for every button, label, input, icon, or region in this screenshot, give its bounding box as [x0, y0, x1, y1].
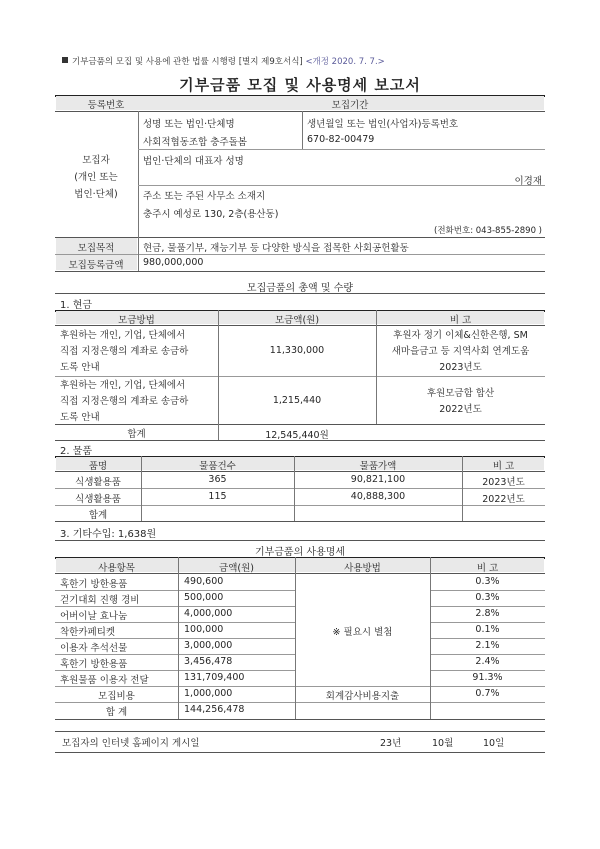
- rule: [430, 590, 545, 591]
- usage-header-note: 비 고: [476, 563, 499, 574]
- rule: [55, 424, 545, 425]
- rule: [55, 540, 545, 541]
- cash-row2-note-1: 후원모금함 합산: [426, 388, 495, 399]
- usage-row3-item: 어버이날 효나눔: [60, 611, 128, 622]
- revision-note: <개정 2020. 7. 7.>: [305, 57, 385, 67]
- rule: [141, 456, 142, 521]
- cash-row1-method-1: 후원하는 개인, 기업, 단체에서: [60, 330, 186, 341]
- usage-row8-method: 회계감사비용지출: [325, 691, 400, 702]
- rule: [295, 557, 296, 719]
- reg-no-label: 등록번호: [87, 100, 125, 111]
- purpose-label: 모집목적: [77, 243, 115, 254]
- purpose-value: 현금, 물품기부, 재능기부 등 다양한 방식을 접목한 사회공헌활동: [143, 243, 409, 254]
- goods-row2-value: 40,888,300: [350, 491, 406, 502]
- usage-row2-note: 0.3%: [475, 592, 500, 603]
- rule: [430, 670, 545, 671]
- rule: [55, 606, 295, 607]
- usage-method-note: ※ 필요시 별첨: [332, 627, 393, 638]
- cash-total-value: 12,545,440원: [265, 430, 329, 441]
- phone-number: (전화번호: 043-855-2890 ): [434, 226, 542, 236]
- goods-row1-count: 365: [208, 474, 227, 485]
- cash-row2-method-1: 후원하는 개인, 기업, 단체에서: [60, 380, 186, 391]
- usage-row6-amount: 3,456,478: [184, 656, 233, 667]
- rule: [302, 111, 303, 149]
- table-row: [60, 328, 188, 376]
- usage-row7-note: 91.3%: [472, 672, 503, 683]
- usage-row5-amount: 3,000,000: [184, 640, 233, 651]
- rule: [55, 471, 545, 472]
- rule: [55, 488, 545, 489]
- table-row: [60, 378, 188, 426]
- usage-row1-item: 혹한기 방한용품: [60, 579, 128, 590]
- rule: [55, 686, 545, 687]
- rule: [55, 573, 545, 574]
- cash-row1-method-3: 도록 안내: [60, 362, 100, 373]
- cash-row2-note: [376, 386, 545, 418]
- posting-date-day: 10일: [483, 738, 505, 749]
- usage-row5-note: 2.1%: [475, 640, 500, 651]
- goods-header-name: 품명: [88, 461, 108, 472]
- goods-header-count: 물품건수: [199, 461, 236, 472]
- goods-row2-note: 2022년도: [482, 494, 525, 505]
- rule: [138, 237, 139, 271]
- posting-date-label: 모집자의 인터넷 홈페이지 게시일: [62, 738, 200, 749]
- address-value: 충주시 예성로 130, 2층(용산동): [143, 209, 279, 220]
- goods-row2-name: 식생활용품: [75, 494, 121, 505]
- rule: [430, 654, 545, 655]
- usage-row8-item: 모집비용: [98, 691, 135, 702]
- cash-header-method: 모금방법: [118, 315, 155, 326]
- usage-row1-amount: 490,600: [184, 576, 224, 587]
- usage-row6-note: 2.4%: [475, 656, 500, 667]
- usage-row3-amount: 4,000,000: [184, 608, 233, 619]
- goods-header-value: 물품가액: [359, 461, 397, 472]
- usage-row2-amount: 500,000: [184, 592, 224, 603]
- cash-row2-amount: 1,215,440: [272, 395, 322, 406]
- cash-total-label: 합계: [127, 429, 146, 440]
- cash-row1-note: [376, 328, 545, 376]
- posting-date-month: 10월: [432, 738, 454, 749]
- rule: [138, 111, 139, 237]
- rule: [55, 638, 295, 639]
- cash-header-note: 비 고: [449, 315, 472, 326]
- usage-row4-item: 착한카페티켓: [60, 627, 116, 638]
- usage-row8-amount: 1,000,000: [184, 688, 233, 699]
- usage-row4-note: 0.1%: [475, 624, 500, 635]
- goods-total-label: 합계: [88, 510, 108, 521]
- goods-row2-count: 115: [208, 491, 227, 502]
- rule: [55, 505, 545, 506]
- period-label: 모집기간: [331, 100, 369, 111]
- usage-header-amount: 금액(원): [219, 563, 254, 574]
- rule: [55, 521, 545, 522]
- usage-row4-amount: 100,000: [184, 624, 224, 635]
- usage-total-label: 합 계: [105, 707, 128, 718]
- rule: [294, 456, 295, 521]
- amount-value: 980,000,000: [143, 257, 204, 268]
- applicant-label-line3: 법인·단체): [74, 189, 118, 200]
- usage-header-item: 사용항목: [98, 563, 135, 574]
- name-label: 성명 또는 법인·단체명: [143, 119, 235, 130]
- rule: [55, 440, 545, 441]
- legal-basis-line: [62, 55, 385, 67]
- rule: [55, 731, 545, 732]
- rule: [218, 310, 219, 440]
- usage-header-method: 사용방법: [344, 563, 381, 574]
- usage-row3-note: 2.8%: [475, 608, 500, 619]
- usage-row1-note: 0.3%: [475, 576, 500, 587]
- goods-section-title: 2. 물품: [60, 446, 93, 457]
- rule: [55, 111, 545, 112]
- rule: [430, 557, 431, 719]
- rule: [55, 702, 545, 703]
- posting-date-year: 23년: [380, 738, 402, 749]
- rule: [430, 638, 545, 639]
- rule: [55, 590, 295, 591]
- page-title: 기부금품 모집 및 사용명세 보고서: [179, 76, 421, 94]
- usage-row5-item: 이용자 추석선물: [60, 643, 128, 654]
- rule: [55, 752, 545, 753]
- cash-row1-note-2: 새마을금고 등 지역사회 연계도움: [391, 346, 530, 357]
- applicant-label-line1: 모집자: [82, 155, 110, 166]
- applicant-label: [55, 152, 137, 203]
- cash-row1-note-3: 2023년도: [439, 362, 482, 373]
- cash-row2-note-2: 2022년도: [439, 404, 482, 415]
- rule: [430, 622, 545, 623]
- cash-section-title: 1. 현금: [60, 300, 93, 311]
- other-income: 3. 기타수입: 1,638원: [60, 529, 157, 540]
- birth-value: 670-82-00479: [307, 134, 375, 145]
- name-value: 사회적협동조합 충주돌봄: [143, 137, 247, 148]
- square-bullet-icon: [62, 57, 68, 63]
- rule: [55, 254, 545, 255]
- rule: [462, 456, 463, 521]
- goods-header-note: 비 고: [492, 461, 515, 472]
- rule: [138, 185, 545, 186]
- usage-row6-item: 혹한기 방한용품: [60, 659, 128, 670]
- rule: [55, 293, 545, 294]
- rule: [55, 325, 545, 326]
- amount-label: 모집등록금액: [68, 260, 124, 271]
- legal-basis: 기부금품의 모집 및 사용에 관한 법률 시행령 [별지 제9호서식]: [72, 57, 303, 67]
- usage-row7-amount: 131,709,400: [184, 672, 245, 683]
- usage-row8-note: 0.7%: [475, 688, 500, 699]
- usage-title: 기부금품의 사용명세: [254, 547, 346, 558]
- rule: [55, 376, 545, 377]
- rule: [430, 606, 545, 607]
- cash-row1-method-2: 직접 지정은행의 계좌로 송금하: [60, 346, 189, 357]
- goods-row1-note: 2023년도: [482, 477, 525, 488]
- rule: [178, 557, 179, 719]
- cash-row2-method-2: 직접 지정은행의 계좌로 송금하: [60, 396, 189, 407]
- rule: [55, 670, 295, 671]
- rule: [55, 622, 295, 623]
- cash-header-amount: 모금액(원): [274, 315, 320, 326]
- goods-row1-value: 90,821,100: [350, 474, 406, 485]
- rule: [376, 310, 377, 424]
- usage-row7-item: 후원물품 이용자 전달: [60, 675, 149, 686]
- totals-title: 모집금품의 총액 및 수량: [246, 283, 354, 294]
- usage-row2-item: 걷기대회 진행 경비: [60, 595, 140, 606]
- rep-value: 이경재: [514, 176, 542, 187]
- rule: [55, 271, 545, 272]
- cash-row1-amount: 11,330,000: [269, 345, 325, 356]
- rep-label: 법인·단체의 대표자 성명: [143, 156, 244, 167]
- usage-total-value: 144,256,478: [184, 704, 245, 715]
- address-label: 주소 또는 주된 사무소 소재지: [143, 191, 266, 202]
- rule: [138, 149, 545, 150]
- rule: [55, 654, 295, 655]
- birth-label: 생년월일 또는 법인(사업자)등록번호: [307, 119, 459, 130]
- goods-row1-name: 식생활용품: [75, 477, 121, 488]
- rule: [55, 719, 545, 720]
- cash-row1-note-1: 후원자 정기 이체&신한은행, SM: [393, 330, 528, 341]
- applicant-label-line2: (개인 또는: [74, 172, 118, 183]
- cash-row2-method-3: 도록 안내: [60, 412, 100, 423]
